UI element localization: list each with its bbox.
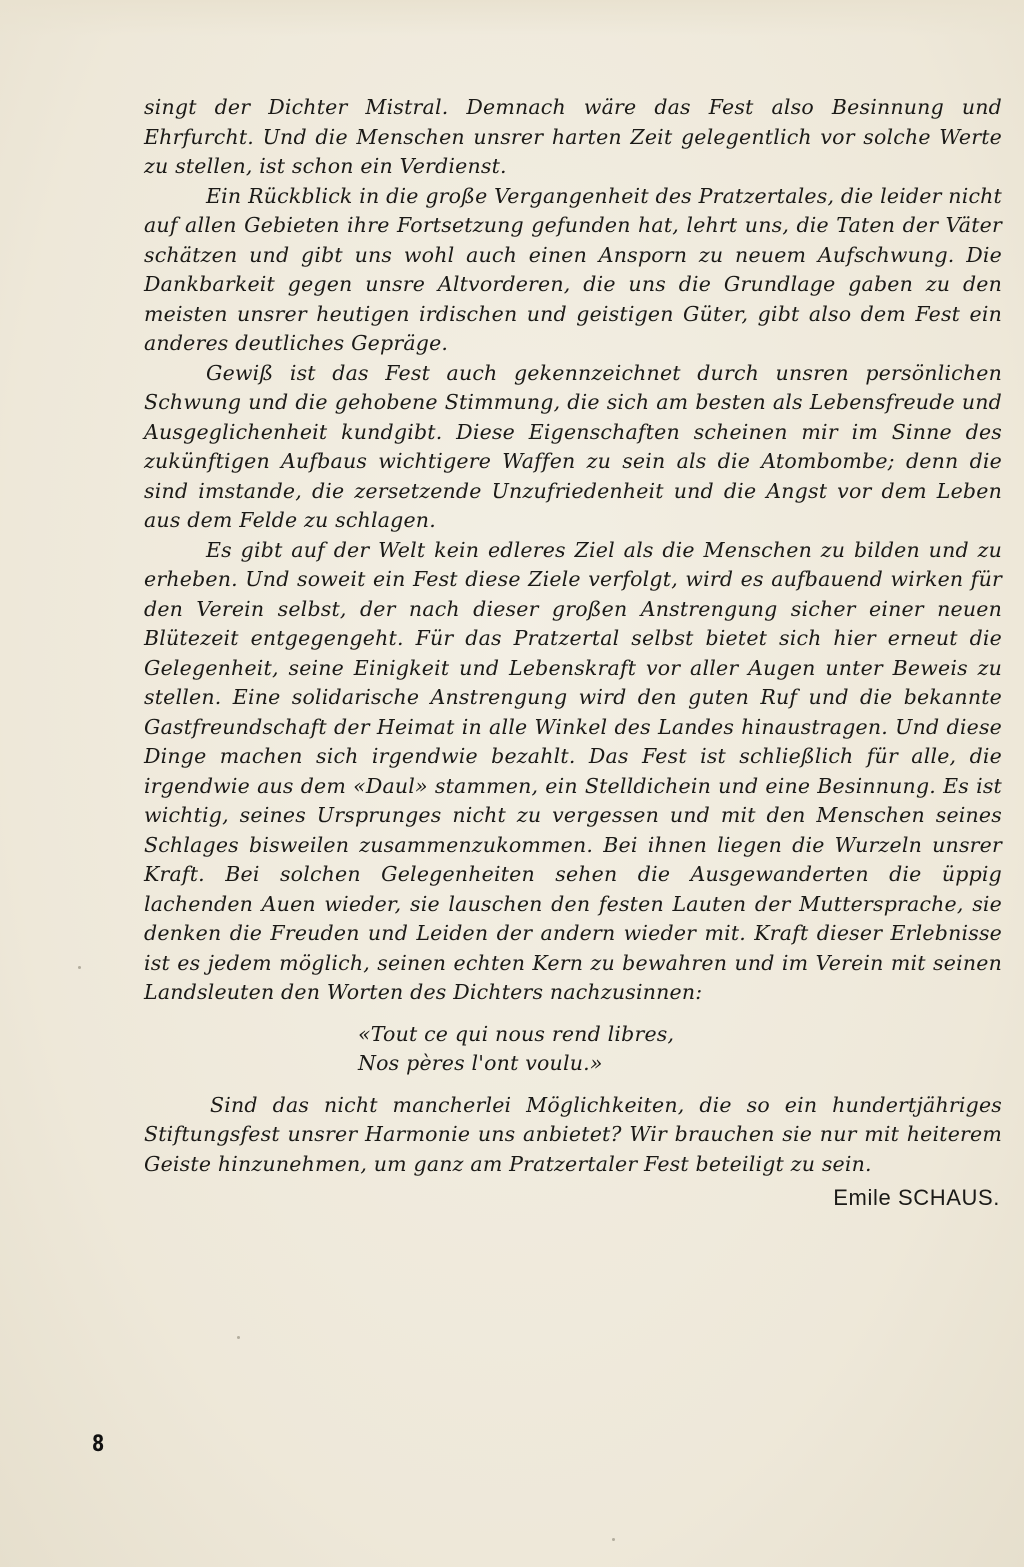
page-number: 8 xyxy=(92,1432,105,1457)
quote-line-2: Nos pères l'ont voulu.» xyxy=(358,1051,603,1075)
paragraph-1: singt der Dichter Mistral. Demnach wäre das Fest also Besinnung und Ehrfurcht. Und die Menschen unsrer harten Zeit gelegentlich vor solche Werte zu stellen, ist schon ein Verdienst. xyxy=(144,95,1002,178)
poem-quote xyxy=(358,1020,1002,1079)
page-fold-shadow xyxy=(0,0,1024,36)
paragraph-2: Ein Rückblick in die große Vergangenheit des Pratzertales, die leider nicht auf allen Gebieten ihre Fortsetzung gefunden hat, lehrt uns, die Taten der Väter schätzen und gibt uns wohl auch einen Ansporn zu neuem Aufschwung. Die Dankbarkeit gegen unsre Altvorderen, die uns die Grundlage gaben zu den meisten unsrer heutigen irdischen und geistigen Güter, gibt also dem Fest ein anderes deutliches Gepräge. xyxy=(144,183,1002,355)
paper-speck xyxy=(78,966,81,969)
article-text xyxy=(144,93,1002,1213)
paragraph-3: Gewiß ist das Fest auch gekennzeichnet durch unsren persönlichen Schwung und die gehobene Stimmung, die sich am besten als Lebensfreude und Ausgeglichenheit kundgibt. Diese Eigenschaften scheinen mir im Sinne des zukünftigen Aufbaus wichtigere Waffen zu sein als die Atombombe; denn die sind imstande, die zersetzende Unzufriedenheit und die Angst vor dem Leben aus dem Felde zu schlagen. xyxy=(144,360,1002,532)
author-signature: Emile SCHAUS. xyxy=(833,1185,1000,1210)
quote-line-1: «Tout ce qui nous rend libres, xyxy=(358,1021,675,1046)
paper-speck xyxy=(237,1336,240,1339)
paper-speck xyxy=(612,1538,615,1541)
paragraph-4: Es gibt auf der Welt kein edleres Ziel als die Menschen zu bilden und zu erheben. Und soweit ein Fest diese Ziele verfolgt, wird es aufbauend wirken für den Verein selbst, der nach dieser großen Anstrengung sicher einer neuen Blütezeit entgegengeht. Für das Pratzertal selbst bietet sich hier erneut die Gelegenheit, seine Einigkeit und Lebenskraft vor aller Augen unter Beweis zu stellen. Eine solidarische Anstrengung wird den guten Ruf und die bekannte Gastfreundschaft der Heimat in alle Winkel des Landes hinaustragen. Und diese Dinge machen sich irgendwie bezahlt. Das Fest ist schließlich für alle, die irgendwie aus dem «Daul» stammen, ein Stelldichein und eine Besinnung. Es ist wichtig, seines Ursprunges nicht zu vergessen und mit den Menschen seines Schlages bisweilen zusammenzukommen. Bei ihnen liegen die Wurzeln unsrer Kraft. Bei solchen Gelegenheiten sehen die Ausgewanderten die üppig lachenden Auen wieder, sie lauschen den festen Lauten der Muttersprache, sie denken die Freuden und Leiden der andern wieder mit. Kraft dieser Erlebnisse ist es jedem möglich, seinen echten Kern zu bewahren und im Verein mit seinen Landsleuten den Worten des Dichters nachzusinnen: xyxy=(144,537,1002,1004)
closing-paragraph: Sind das nicht mancherlei Möglichkeiten, die so ein hundertjähriges Stiftungsfest unsrer Harmonie uns anbietet? Wir brauchen sie nur mit heiterem Geiste hinzunehmen, um ganz am Pratzertaler Fest beteiligt zu sein. xyxy=(144,1092,1002,1176)
